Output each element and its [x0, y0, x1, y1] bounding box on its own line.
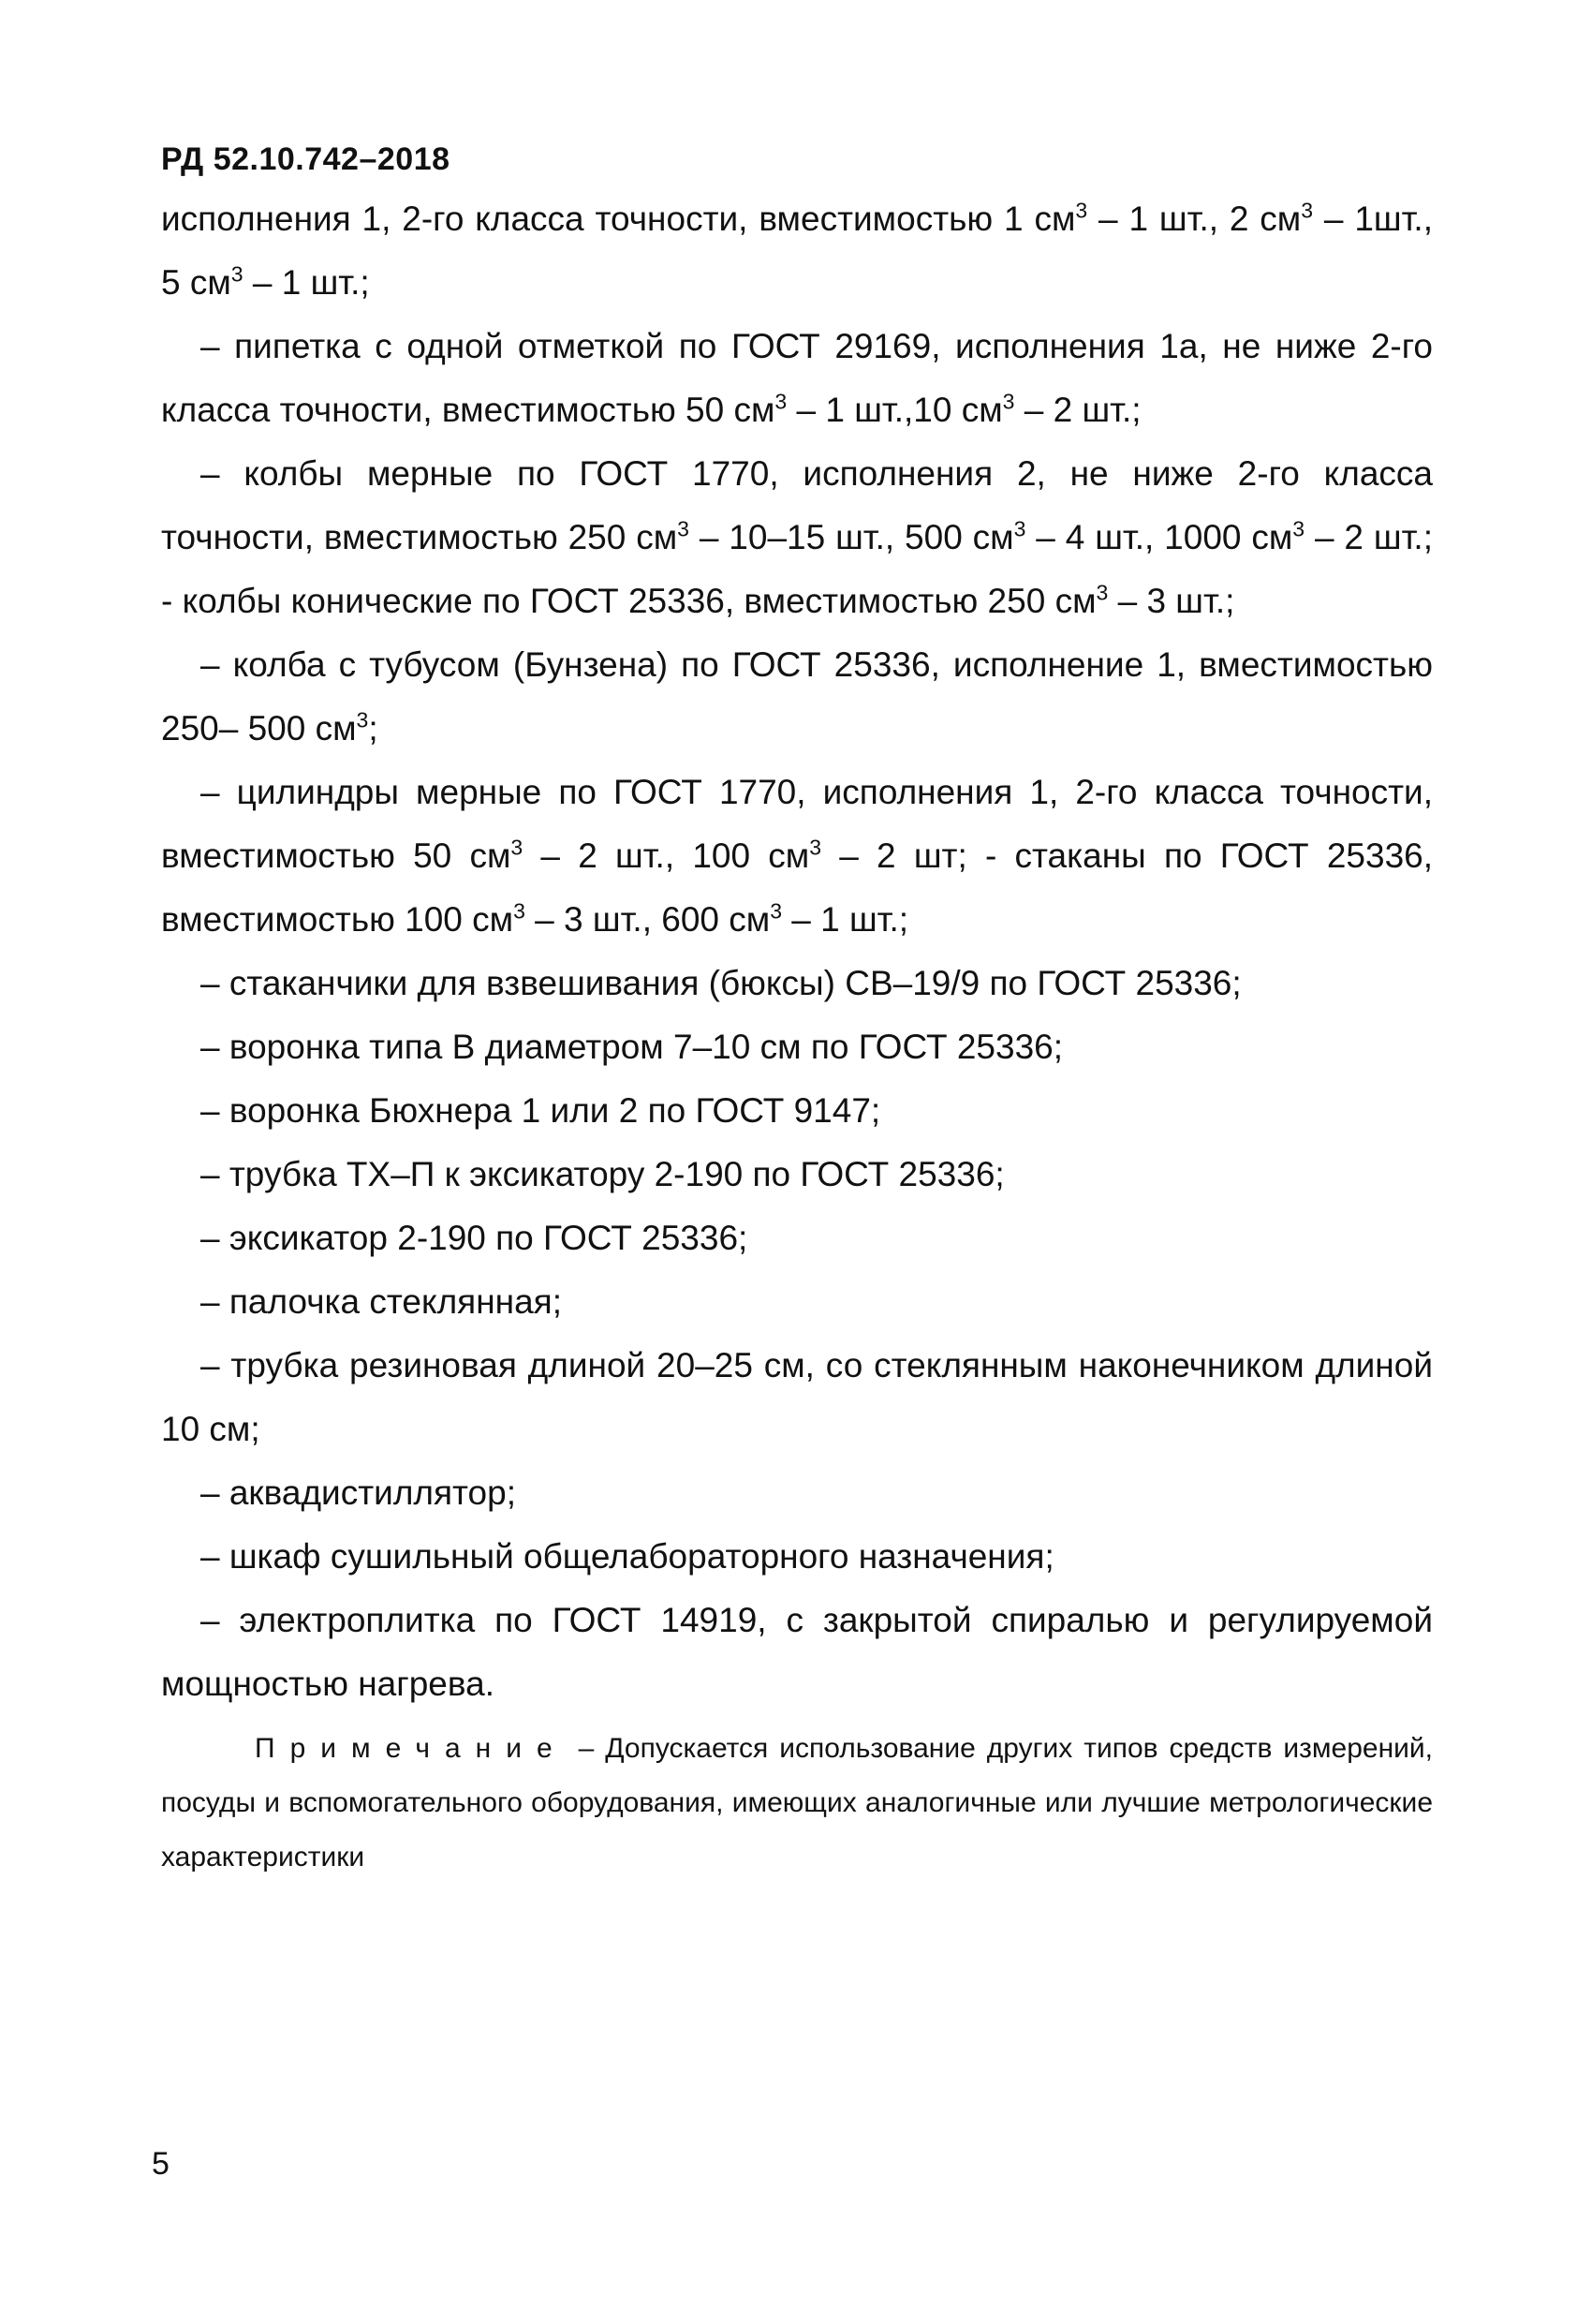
list-item: – воронка Бюхнера 1 или 2 по ГОСТ 9147;: [200, 1091, 881, 1130]
paragraph-drying-cabinet: – шкаф сушильный общелабораторного назначения;: [200, 1537, 1054, 1576]
paragraph-measuring-cylinders: – цилиндры мерные по ГОСТ 1770, исполнения 1, 2-го класса точности, вместимостью 50 $см^3 - 2$ шт., 100 $см^3 - 2$ шт; - стаканы по ГОСТ 25336, вместимостью 100 $см^3 - 3$ шт., 600 $см^3 - 1$ шт.;: [161, 773, 1434, 939]
list-item: – эксикатор 2-190 по ГОСТ 25336;: [200, 1219, 748, 1257]
list-item: – палочка стеклянная;: [200, 1282, 562, 1321]
page-number: 5: [152, 2146, 170, 2182]
paragraph-bunsen-flask: – колба с тубусом (Бунзена) по ГОСТ 25336, исполнение 1, вместимостью 250– 500 $см^3$;: [161, 645, 1433, 748]
list-item: – воронка типа В диаметром 7–10 см по ГОСТ 25336;: [200, 1028, 1064, 1066]
note-label: Примечание: [255, 1733, 568, 1764]
paragraph-distiller: – аквадистиллятор;: [200, 1473, 516, 1512]
document-code-header: РД 52.10.742–2018: [161, 141, 450, 177]
list-item: – стаканчики для взвешивания (бюксы) СВ–19/9 по ГОСТ 25336;: [200, 964, 1242, 1002]
note-paragraph: [161, 1722, 1433, 1885]
paragraph-pipette-continuation: исполнения 1, 2-го класса точности, вместимостью 1 $см^3 - 1$ шт., 2 $см^3 - 1шт$., 5 $см^3 - 1$ шт.;: [161, 198, 1433, 302]
list-item: – трубка ТХ–П к эксикатору 2-190 по ГОСТ 25336;: [200, 1155, 1005, 1193]
paragraph-volumetric-flasks: – колбы мерные по ГОСТ 1770, исполнения 2, не ниже 2-го класса точности, вместимостью 250 $см^3 - 10-15$ шт., 500 $см^3 - 4$ шт., 1000 $см^3 - 2$ шт.; - колбы конические по ГОСТ 25336, вместимостью 250 $см^3 - 3$ шт.;: [161, 454, 1433, 620]
note-text: – Допускается использование других типов средств измерений, посуды и вспомогательного оборудования, имеющих аналогичные или лучшие метрологические характеристики: [161, 1733, 1433, 1873]
document-body: [161, 187, 1433, 1913]
paragraph-hot-plate: – электроплитка по ГОСТ 14919, с закрытой спиралью и регулируемой мощностью нагрева.: [161, 1601, 1433, 1703]
paragraph-pipette-single-mark: – пипетка с одной отметкой по ГОСТ 29169, исполнения 1а, не ниже 2-го класса точности, вместимостью 50 $см^3 - 1$ шт.,10 $см^3 - 2$ шт.;: [161, 327, 1433, 429]
paragraph-rubber-tube: – трубка резиновая длиной 20–25 см, со стеклянным наконечником длиной 10 см;: [161, 1346, 1433, 1448]
